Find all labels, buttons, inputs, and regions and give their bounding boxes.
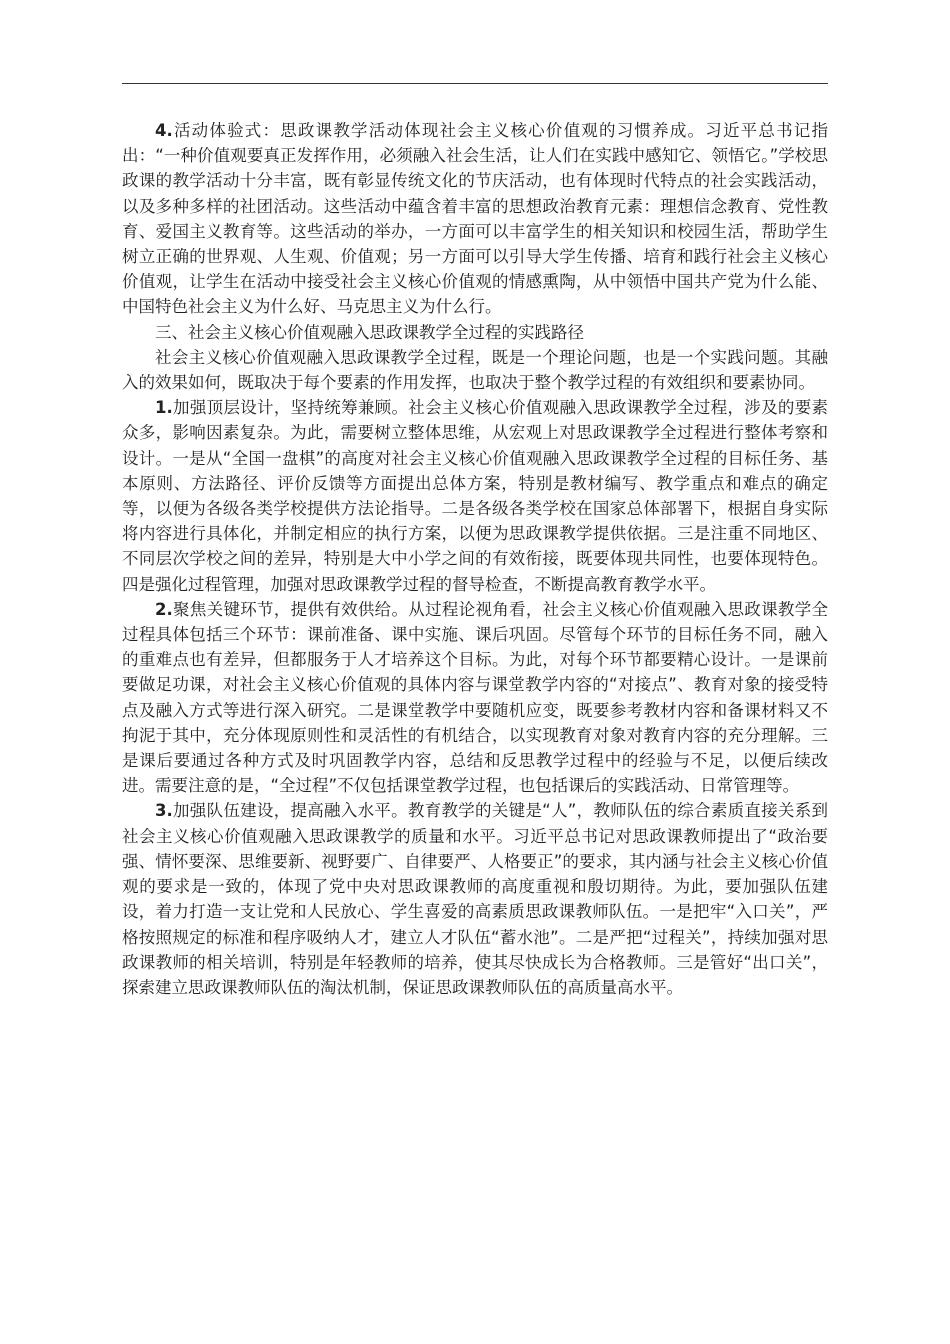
item-number: 3.: [155, 801, 173, 821]
paragraph-activity-experience: [122, 118, 828, 320]
document-body: [122, 118, 828, 1000]
item-text: 聚焦关键环节，提供有效供给。从过程论视角看，社会主义核心价值观融入思政课教学全过程具体包括三个环节：课前准备、课中实施、课后巩固。尽管每个环节的目标任务不同，融入的重难点也有差异，但都服务于人才培养这个目标。为此，对每个环节都要精心设计。一是课前要做足功课，对社会主义核心价值观的具体内容与课堂教学内容的“对接点”、教育对象的接受特点及融入方式等进行深入研究。二是课堂教学中要随机应变，既要参考教材内容和备课材料又不拘泥于其中，充分体现原则性和灵活性的有机结合，以实现教育对象对教育内容的充分理解。三是课后要通过各种方式及时巩固教学内容，总结和反思教学过程中的经验与不足，以便后续改进。需要注意的是，“全过程”不仅包括课堂教学过程，也包括课后的实践活动、日常管理等。: [122, 599, 828, 796]
item-number: 2.: [155, 599, 173, 619]
item-number: 1.: [155, 398, 173, 418]
item-text: 加强队伍建设，提高融入水平。教育教学的关键是“人”，教师队伍的综合素质直接关系到社会主义核心价值观融入思政课教学的质量和水平。习近平总书记对思政课教师提出了“政治要强、情怀要深、思维要新、视野要广、自律要严、人格要正”的要求，其内涵与社会主义核心价值观的要求是一致的，体现了党中央对思政课教师的高度重视和殷切期待。为此，要加强队伍建设，着力打造一支让党和人民放心、学生喜爱的高素质思政课教师队伍。一是把牢“入口关”，严格按照规定的标准和程序吸纳人才，建立人才队伍“蓄水池”。二是严把“过程关”，持续加强对思政课教师的相关培训，特别是年轻教师的培养，使其尽快成长为合格教师。三是管好“出口关”，探索建立思政课教师队伍的淘汰机制，保证思政课教师队伍的高质量高水平。: [122, 801, 828, 997]
section-heading: 三、社会主义核心价值观融入思政课教学全过程的实践路径: [155, 322, 584, 342]
section-intro: 社会主义核心价值观融入思政课教学全过程，既是一个理论问题，也是一个实践问题。其融入的效果如何，既取决于每个要素的作用发挥，也取决于整个教学过程的有效组织和要素协同。: [122, 347, 828, 393]
list-item: [122, 597, 828, 799]
list-item: [122, 395, 828, 597]
header-rule: [122, 83, 828, 84]
list-item: [122, 798, 828, 1000]
item-text: 加强顶层设计，坚持统筹兼顾。社会主义核心价值观融入思政课教学全过程，涉及的要素众多，影响因素复杂。为此，需要树立整体思维，从宏观上对思政课教学全过程进行整体考察和设计。一是从“全国一盘棋”的高度对社会主义核心价值观融入思政课教学全过程的目标任务、基本原则、方法路径、评价反馈等方面提出总体方案，特别是教材编写、教学重点和难点的确定等，以便为各级各类学校提供方法论指导。二是各级各类学校在国家总体部署下，根据自身实际将内容进行具体化，并制定相应的执行方案，以便为思政课教学提供依据。三是注重不同地区、不同层次学校之间的差异，特别是大中小学之间的有效衔接，既要体现共同性，也要体现特色。四是强化过程管理，加强对思政课教学过程的督导检查，不断提高教育教学水平。: [122, 398, 828, 594]
paragraph-number: 4.: [155, 121, 173, 140]
paragraph-text: 活动体验式：思政课教学活动体现社会主义核心价值观的习惯养成。习近平总书记指出：“一种价值观要真正发挥作用，必须融入社会生活，让人们在实践中感知它、领悟它。”学校思政课的教学活动十分丰富，既有彰显传统文化的节庆活动，也有体现时代特点的社会实践活动，以及多种多样的社团活动。这些活动中蕴含着丰富的思想政治教育元素：理想信念教育、党性教育、爱国主义教育等。这些活动的举办，一方面可以丰富学生的相关知识和校园生活，帮助学生树立正确的世界观、人生观、价值观；另一方面可以引导大学生传播、培育和践行社会主义核心价值观，让学生在活动中接受社会主义核心价值观的情感熏陶，从中领悟中国共产党为什么能、中国特色社会主义为什么好、马克思主义为什么行。: [122, 121, 828, 317]
